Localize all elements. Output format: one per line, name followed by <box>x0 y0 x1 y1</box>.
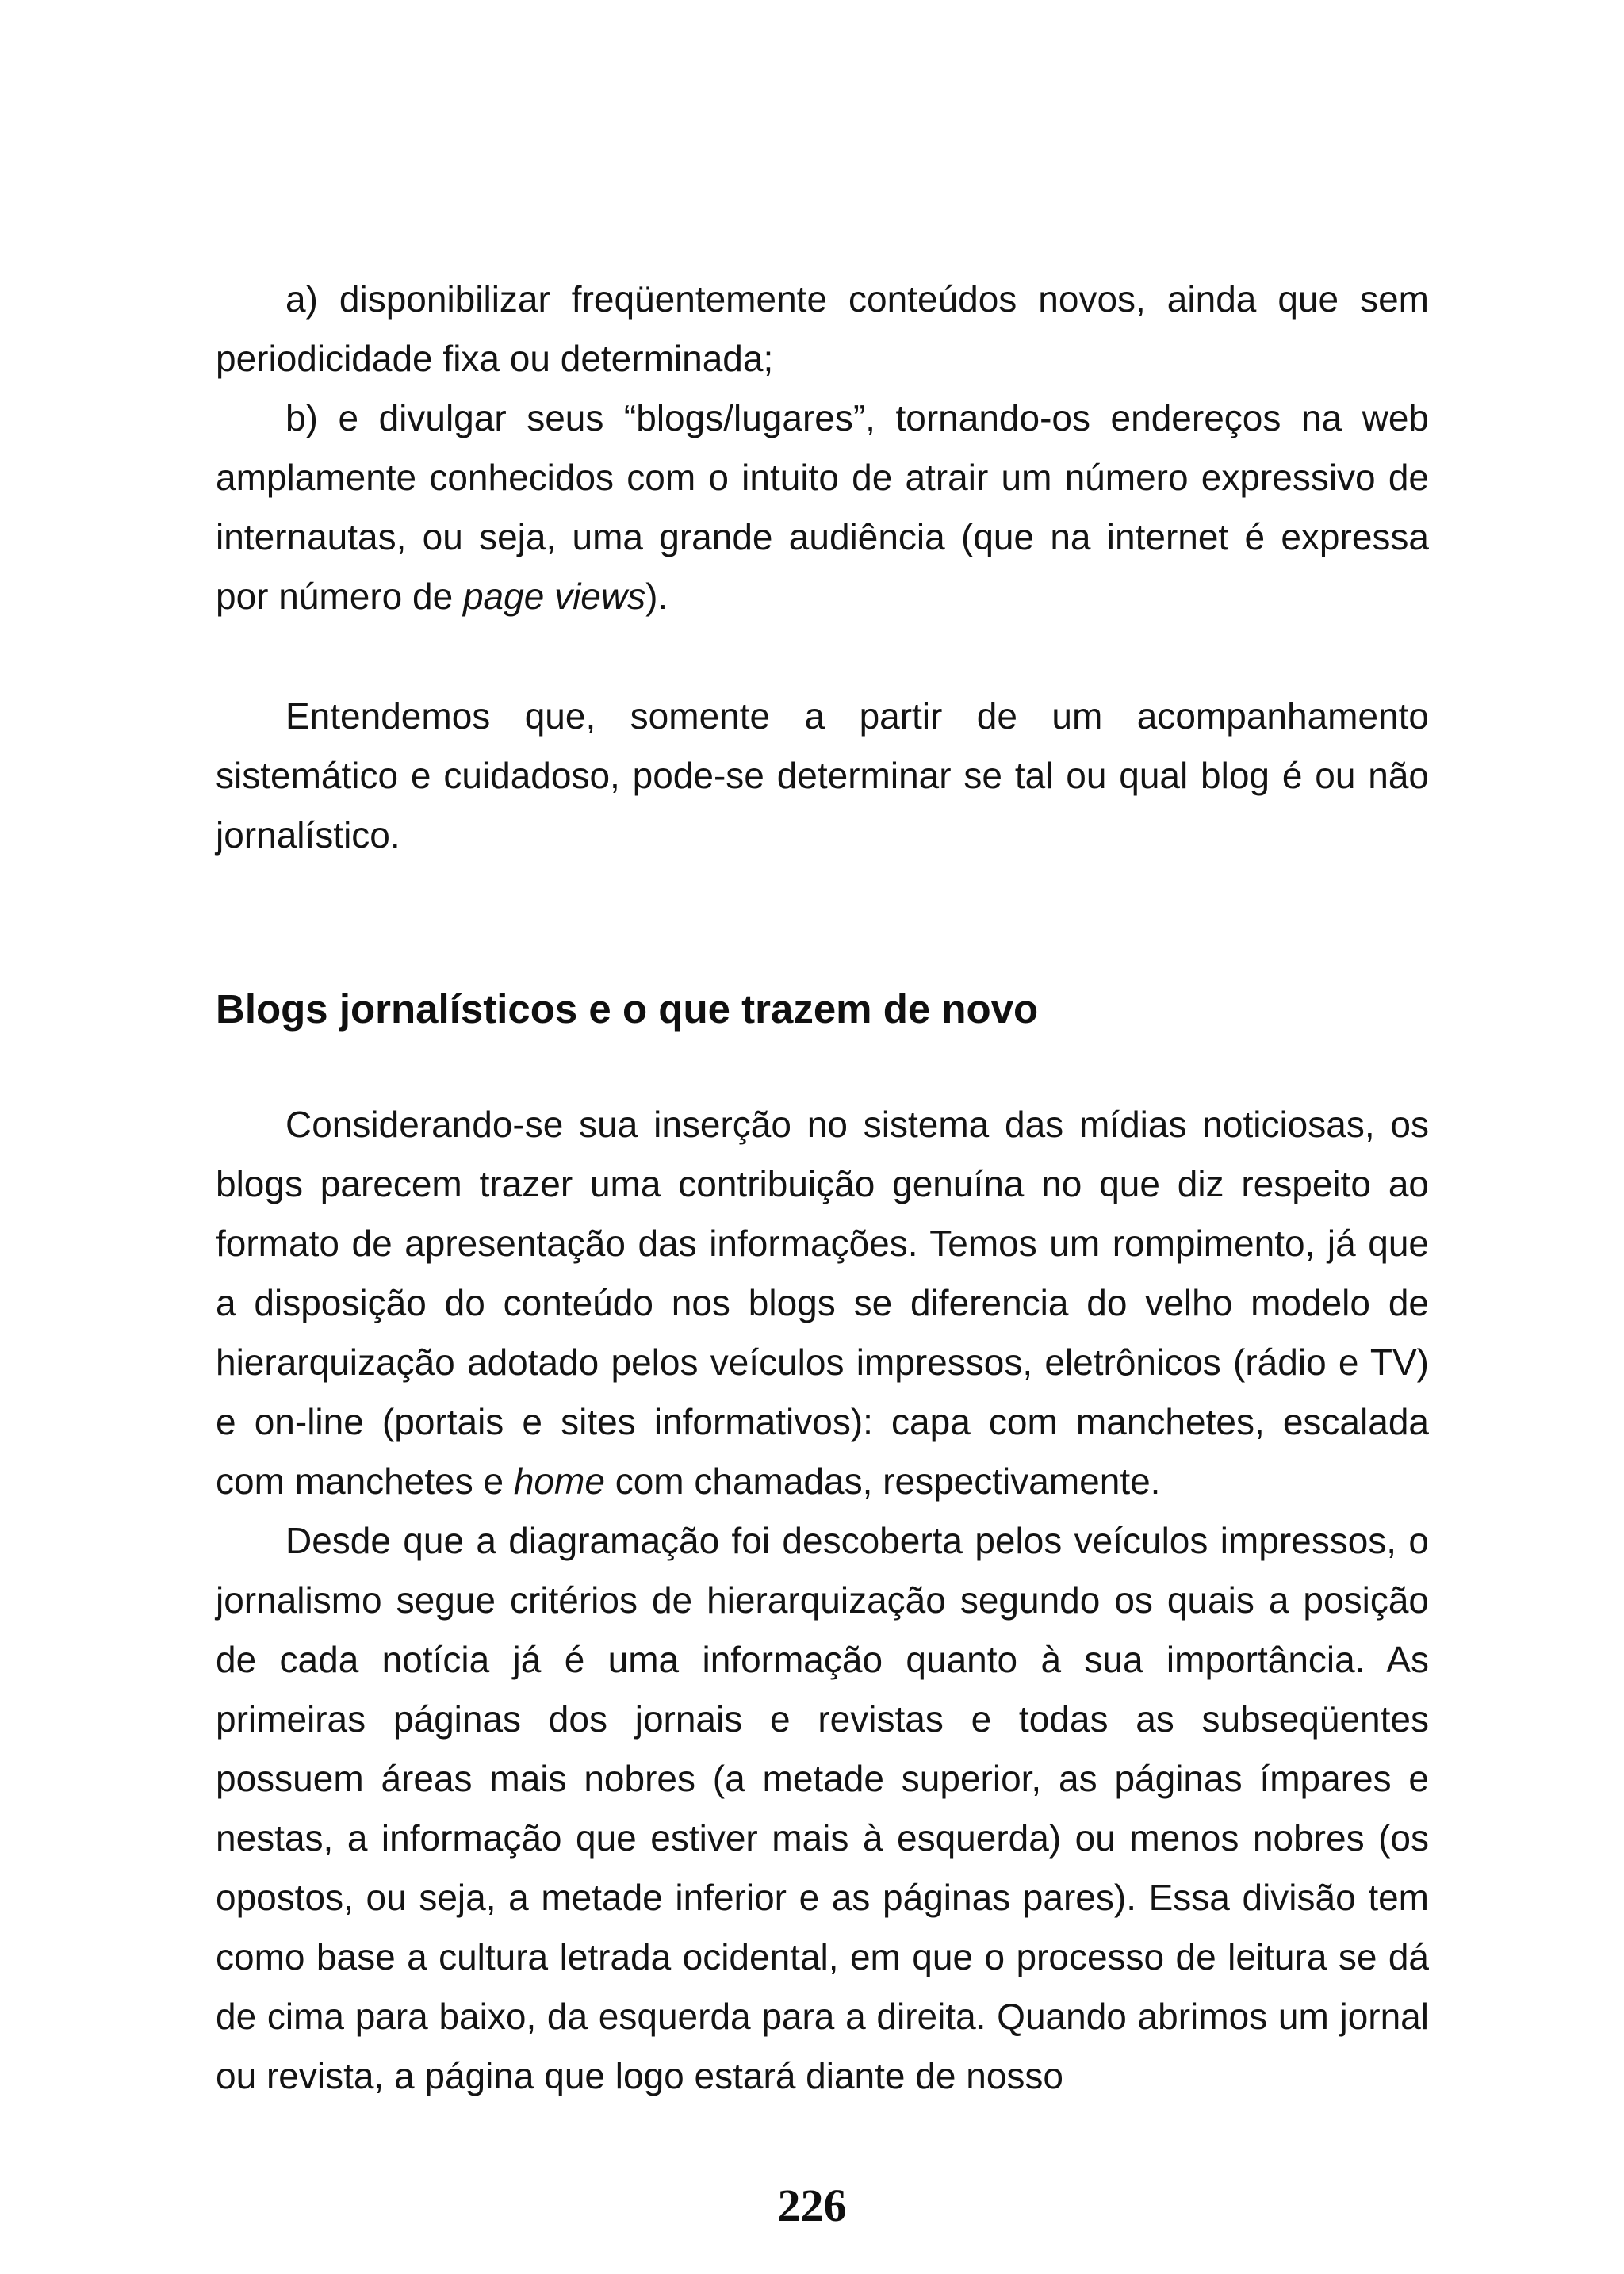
intro-paragraph: Entendemos que, somente a partir de um acompanhamento sistemático e cuidadoso, pode-se determinar se tal ou qual blog é ou não jornalístico. <box>216 695 1439 856</box>
page-number: 226 <box>777 2180 847 2231</box>
section-paragraph-2: Desde que a diagramação foi descoberta pelos veículos impressos, o jornalismo segue critérios de hierarquização segundo os quais a posição de cada notícia já é uma informação quanto à sua importância. As primeiras páginas dos jornais e revistas e todas as subseqüentes possuem áreas mais nobres (a metade superior, as páginas ímpares e nestas, a informação que estiver mais à esquerda) ou menos nobres (os opostos, ou seja, a metade inferior e as páginas pares). Essa divisão tem como base a cultura letrada ocidental, em que o processo de leitura se dá de cima para baixo, da esquerda para a direita. Quando abrimos um jornal ou revista, a página que logo estará diante de nosso <box>216 1520 1439 2096</box>
section-paragraph-1: Considerando-se sua inserção no sistema das mídias noticiosas, os blogs parecem trazer uma contribuição genuína no que diz respeito ao formato de apresentação das informações. Temos um rompimento, já que a disposição do conteúdo nos blogs se diferencia do velho modelo de hierarquização adotado pelos veículos impressos, eletrônicos (rádio e TV) e on-line (portais e sites informativos): capa com manchetes, escalada com manchetes e home com chamadas, respectivamente. <box>216 1104 1439 1502</box>
list-item-b: b) e divulgar seus “blogs/lugares”, tornando-os endereços na web amplamente conhecidos com o intuito de atrair um número expressivo de internautas, ou seja, uma grande audiência (que na internet é expressa por número de page views). <box>216 397 1439 617</box>
text-block <box>216 270 1439 2106</box>
section-heading: Blogs jornalísticos e o que trazem de novo <box>216 986 1039 1032</box>
list-item-a: a) disponibilizar freqüentemente conteúdos novos, ainda que sem periodicidade fixa ou determinada; <box>216 278 1439 379</box>
